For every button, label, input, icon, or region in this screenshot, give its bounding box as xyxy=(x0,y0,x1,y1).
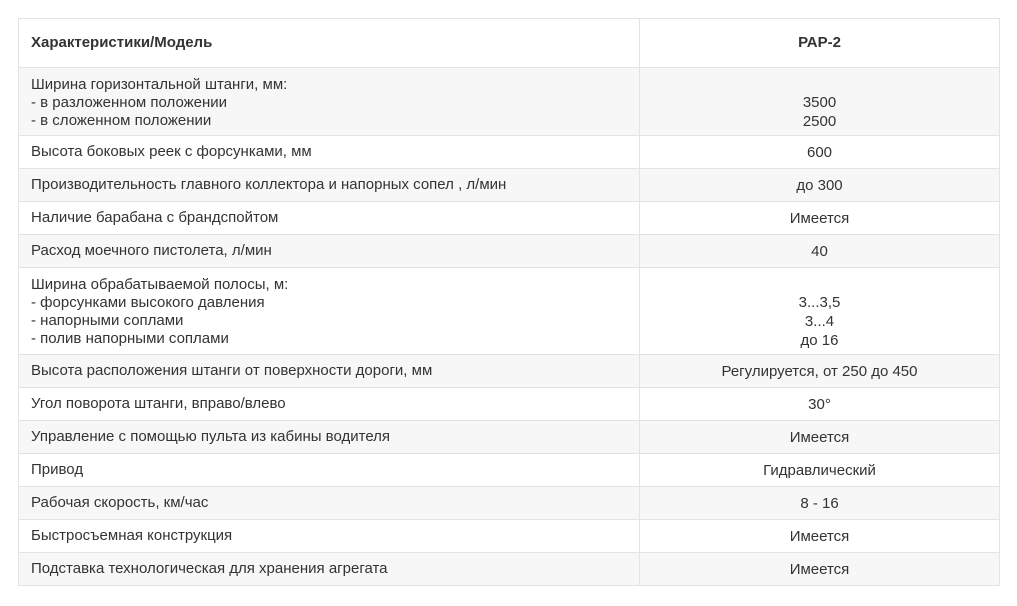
spec-name-line: Привод xyxy=(31,461,84,478)
spec-name-cell xyxy=(19,136,640,169)
spec-value-cell xyxy=(640,169,1000,202)
table-row xyxy=(19,68,1000,136)
spec-value-cell xyxy=(640,355,1000,388)
spec-value-cell xyxy=(640,553,1000,586)
spec-value-cell xyxy=(640,487,1000,520)
table-row xyxy=(19,235,1000,268)
spec-value-cell xyxy=(640,136,1000,169)
table-body xyxy=(19,68,1000,586)
table-row xyxy=(19,454,1000,487)
table-row xyxy=(19,421,1000,454)
spec-name-line: Ширина горизонтальной штанги, мм: xyxy=(31,75,288,93)
spec-name-line: Расход моечного пистолета, л/мин xyxy=(31,242,272,259)
spec-value-cell xyxy=(640,235,1000,268)
specs-table-wrapper xyxy=(18,18,999,586)
spec-value-cell xyxy=(640,68,1000,136)
spec-value-line: 30° xyxy=(808,395,831,413)
spec-name-line: Ширина обрабатываемой полосы, м: xyxy=(31,276,289,293)
header-model: РАР-2 xyxy=(640,19,1000,68)
table-row xyxy=(19,136,1000,169)
spec-value-line: Гидравлический xyxy=(763,461,876,479)
spec-name-line: Рабочая скорость, км/час xyxy=(31,494,209,511)
table-row xyxy=(19,388,1000,421)
table-row xyxy=(19,520,1000,553)
table-row xyxy=(19,487,1000,520)
specs-table xyxy=(18,18,1000,586)
spec-name-cell xyxy=(19,553,640,586)
spec-value-cell xyxy=(640,388,1000,421)
spec-name-line: Высота боковых реек с форсунками, мм xyxy=(31,143,312,160)
spec-name-line: - в сложенном положении xyxy=(31,111,212,129)
table-row xyxy=(19,202,1000,235)
spec-value-line xyxy=(652,274,987,293)
spec-name-line: Быстросъемная конструкция xyxy=(31,527,233,544)
spec-name-line: Угол поворота штанги, вправо/влево xyxy=(31,395,286,412)
spec-value-cell xyxy=(640,454,1000,487)
header-characteristics: Характеристики/Модель xyxy=(19,19,640,68)
spec-name-line: - полив напорными соплами xyxy=(31,330,229,347)
spec-value-line: Имеется xyxy=(789,560,850,578)
spec-value-line: Имеется xyxy=(789,527,850,545)
spec-value-line: Регулируется, от 250 до 450 xyxy=(721,362,918,380)
table-row xyxy=(19,268,1000,355)
spec-name-cell xyxy=(19,68,640,136)
spec-value-line: 2500 xyxy=(802,113,837,130)
spec-name-cell xyxy=(19,169,640,202)
spec-value-line: до 300 xyxy=(796,176,843,194)
spec-name-line: Высота расположения штанги от поверхности дороги, мм xyxy=(31,362,433,379)
spec-name-cell xyxy=(19,421,640,454)
spec-value-line: 40 xyxy=(811,242,828,260)
table-row xyxy=(19,355,1000,388)
spec-value-line: Имеется xyxy=(789,428,850,446)
spec-name-line: - форсунками высокого давления xyxy=(31,294,265,311)
spec-name-cell xyxy=(19,487,640,520)
spec-value-line: 3500 xyxy=(802,94,837,111)
spec-value-cell xyxy=(640,268,1000,355)
spec-name-line: - напорными соплами xyxy=(31,312,184,329)
spec-value-line: 600 xyxy=(806,143,833,161)
spec-value-line: 8 - 16 xyxy=(800,494,839,512)
spec-value-line: 3...4 xyxy=(804,313,835,330)
spec-name-cell xyxy=(19,388,640,421)
spec-value-cell xyxy=(640,202,1000,235)
table-row xyxy=(19,169,1000,202)
spec-name-cell xyxy=(19,202,640,235)
table-header-row xyxy=(19,19,1000,68)
spec-name-line: Управление с помощью пульта из кабины водителя xyxy=(31,428,391,445)
spec-value-line: до 16 xyxy=(800,332,839,349)
spec-value-cell xyxy=(640,520,1000,553)
spec-name-line: Производительность главного коллектора и напорных сопел , л/мин xyxy=(31,176,507,193)
spec-value-line: 3...3,5 xyxy=(798,294,841,311)
spec-value-line: Имеется xyxy=(789,209,850,227)
spec-name-cell xyxy=(19,355,640,388)
spec-name-cell xyxy=(19,235,640,268)
table-row xyxy=(19,553,1000,586)
spec-name-cell xyxy=(19,454,640,487)
spec-name-line: Подставка технологическая для хранения агрегата xyxy=(31,560,388,577)
spec-value-cell xyxy=(640,421,1000,454)
spec-value-line xyxy=(652,74,987,93)
spec-name-cell xyxy=(19,520,640,553)
spec-name-line: - в разложенном положении xyxy=(31,93,228,111)
spec-name-cell xyxy=(19,268,640,355)
spec-name-line: Наличие барабана с брандспойтом xyxy=(31,209,279,226)
